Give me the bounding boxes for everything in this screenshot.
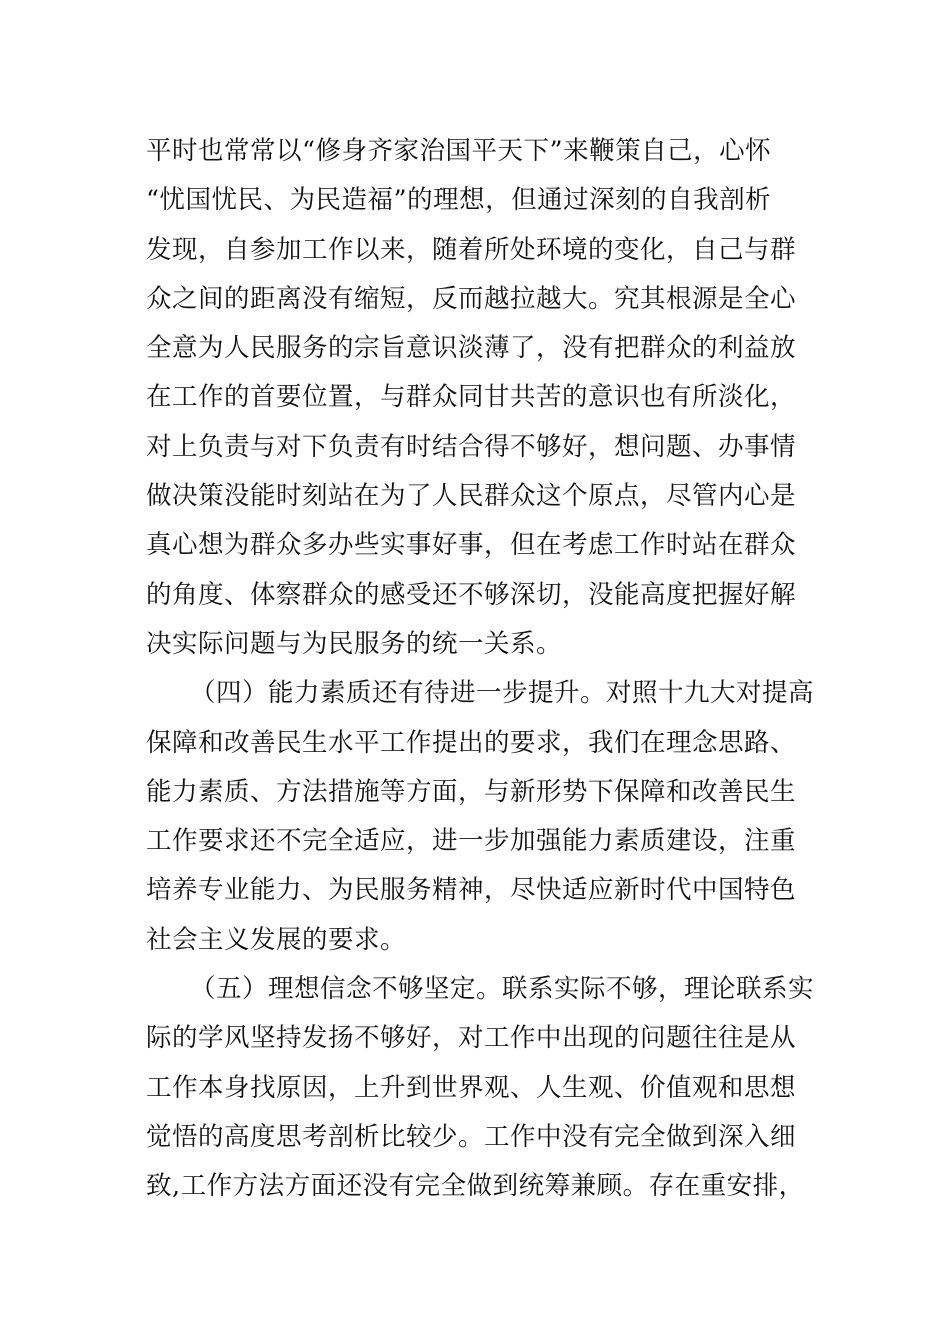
text-line: 际的学风坚持发扬不够好，对工作中出现的问题往往是从 (146, 1023, 797, 1054)
text-line: 保障和改善民生水平工作提出的要求，我们在理念思路、 (146, 727, 797, 758)
text-line: 做决策没能时刻站在为了人民群众这个原点，尽管内心是 (146, 481, 797, 512)
text-line: 能力素质、方法措施等方面，与新形势下保障和改善民生 (146, 776, 797, 807)
text-line: “忧国忧民、为民造福”的理想，但通过深刻的自我剖析 (146, 185, 772, 216)
text-line: 全意为人民服务的宗旨意识淡薄了，没有把群众的利益放 (146, 333, 797, 364)
text-line: 培养专业能力、为民服务精神，尽快适应新时代中国特色 (146, 875, 797, 906)
text-line: 对上负责与对下负责有时结合得不够好，想问题、办事情 (146, 431, 797, 462)
text-line: 社会主义发展的要求。 (146, 924, 407, 955)
text-line: 决实际问题与为民服务的统一关系。 (146, 628, 563, 659)
text-line: 众之间的距离没有缩短，反而越拉越大。究其根源是全心 (146, 283, 797, 314)
text-line: 觉悟的高度思考剖析比较少。工作中没有完全做到深入细 (146, 1121, 797, 1152)
text-line: 的角度、体察群众的感受还不够深切，没能高度把握好解 (146, 579, 797, 610)
text-line: 发现，自参加工作以来，随着所处环境的变化，自己与群 (146, 234, 797, 265)
section-five-heading-line: （五）理想信念不够坚定。联系实际不够，理论联系实 (190, 974, 815, 1005)
text-line: 工作本身找原因，上升到世界观、人生观、价值观和思想 (146, 1072, 797, 1103)
text-line: 平时也常常以“修身齐家治国平天下”来鞭策自己，心怀 (146, 136, 772, 166)
section-four-heading-line: （四）能力素质还有待进一步提升。对照十九大对提高 (190, 678, 815, 709)
text-line: 工作要求还不完全适应，进一步加强能力素质建设，注重 (146, 826, 797, 857)
body-text (146, 127, 816, 1212)
text-line: 真心想为群众多办些实事好事，但在考虑工作时站在群众 (146, 530, 797, 561)
text-line: 致,工作方法方面还没有完全做到统筹兼顾。存在重安排， (146, 1171, 805, 1202)
text-line: 在工作的首要位置，与群众同甘共苦的意识也有所淡化， (146, 382, 797, 413)
